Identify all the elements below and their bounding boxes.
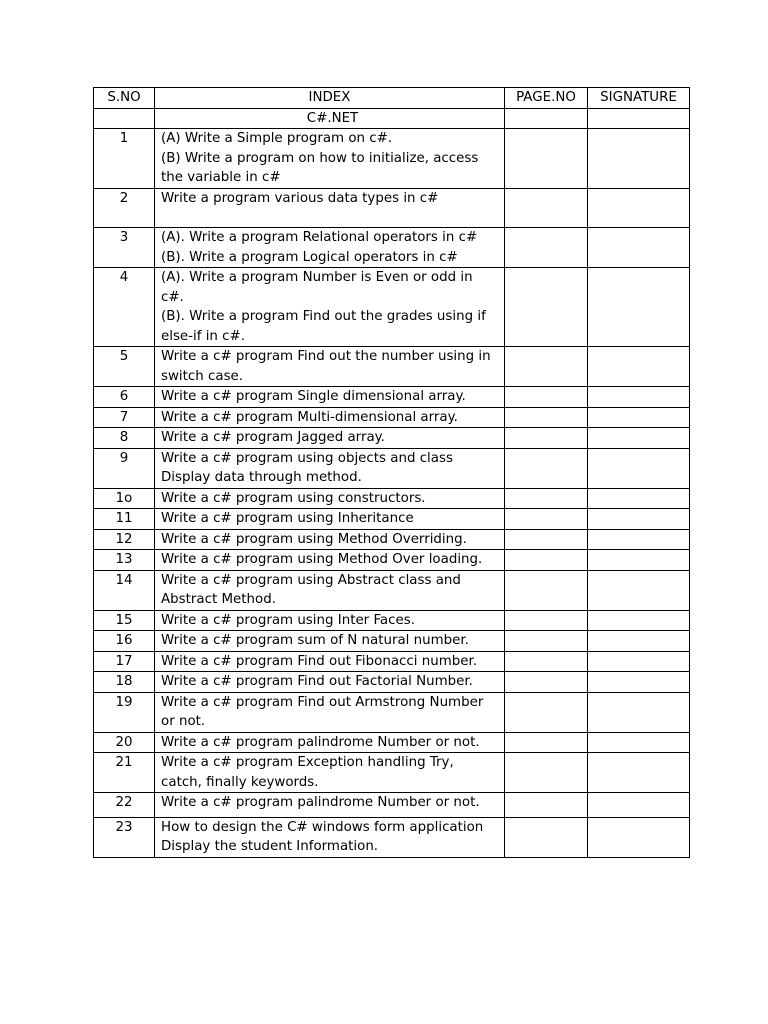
row-sno: 17 [94,651,155,672]
row-sno: 21 [94,753,155,793]
page-no-cell [505,550,588,571]
row-index-text [155,817,505,857]
page-no-cell [505,407,588,428]
row-sno: 14 [94,570,155,610]
row-index-text [155,129,505,189]
signature-cell [588,188,690,228]
row-sno: 20 [94,732,155,753]
row-sno: 19 [94,692,155,732]
header-sno: S.NO [94,88,155,109]
index-line: Write a c# program using objects and class [161,450,453,466]
table-row [94,347,690,387]
page-no-cell [505,268,588,347]
table-row [94,550,690,571]
index-line: Write a c# program Jagged array. [161,430,385,445]
index-line: Write a c# program sum of N natural number. [161,633,469,648]
page-no-cell [505,509,588,530]
row-index-text [155,488,505,509]
signature-cell [588,347,690,387]
signature-cell [588,570,690,610]
section-signature-cell [588,108,690,129]
row-index-text [155,672,505,693]
index-line: Write a c# program using Abstract class and [161,572,461,588]
row-sno: 18 [94,672,155,693]
row-sno: 7 [94,407,155,428]
index-line: Write a c# program using Inter Faces. [161,612,415,628]
signature-cell [588,692,690,732]
row-sno: 11 [94,509,155,530]
page-no-cell [505,610,588,631]
table-row [94,509,690,530]
index-line: Write a c# program palindrome Number or not. [161,795,480,810]
page-no-cell [505,129,588,189]
page-no-cell [505,817,588,857]
section-title: C#.NET [155,108,505,129]
page-no-cell [505,188,588,228]
signature-cell [588,753,690,793]
table-row [94,753,690,793]
row-index-text [155,753,505,793]
index-table [93,87,690,858]
page-no-cell [505,692,588,732]
row-index-text [155,228,505,268]
page-no-cell [505,428,588,449]
row-sno: 5 [94,347,155,387]
table-row [94,407,690,428]
row-sno: 1o [94,488,155,509]
index-line: How to design the C# windows form application [161,819,484,835]
row-sno: 1 [94,129,155,189]
row-sno: 16 [94,631,155,652]
table-row [94,732,690,753]
row-sno: 8 [94,428,155,449]
index-line: (B) Write a program on how to initialize, access [161,150,479,166]
page-no-cell [505,570,588,610]
row-sno: 9 [94,448,155,488]
row-index-text [155,407,505,428]
table-row [94,793,690,818]
index-line: Write a c# program using Method Over loading. [161,552,483,567]
signature-cell [588,672,690,693]
index-line: (B). Write a program Find out the grades using if [161,309,486,324]
header-row [94,88,690,109]
row-index-text [155,651,505,672]
page-no-cell [505,732,588,753]
index-line: or not. [161,714,206,729]
signature-cell [588,529,690,550]
table-row [94,817,690,857]
signature-cell [588,793,690,818]
signature-cell [588,631,690,652]
table-row [94,188,690,228]
index-line: Display data through method. [161,470,362,485]
index-line: Display the student Information. [161,839,379,854]
section-page-cell [505,108,588,129]
table-row [94,428,690,449]
row-index-text [155,570,505,610]
row-sno: 22 [94,793,155,818]
table-row [94,692,690,732]
page-no-cell [505,529,588,550]
index-line: Write a program various data types in c# [161,190,439,206]
section-row [94,108,690,129]
table-row [94,129,690,189]
index-line: Write a c# program palindrome Number or not. [161,734,480,750]
signature-cell [588,407,690,428]
header-signature: SIGNATURE [588,88,690,109]
page-no-cell [505,631,588,652]
signature-cell [588,651,690,672]
signature-cell [588,509,690,530]
table-row [94,448,690,488]
index-line: switch case. [161,368,244,384]
row-sno: 4 [94,268,155,347]
signature-cell [588,488,690,509]
row-sno: 3 [94,228,155,268]
signature-cell [588,228,690,268]
row-index-text [155,509,505,530]
row-index-text [155,692,505,732]
signature-cell [588,817,690,857]
index-line: (A). Write a program Number is Even or odd in [161,270,473,285]
row-sno: 2 [94,188,155,228]
row-sno: 12 [94,529,155,550]
signature-cell [588,448,690,488]
page-no-cell [505,793,588,818]
index-line: Write a c# program Exception handling Try, [161,755,454,770]
row-index-text [155,529,505,550]
index-line: (B). Write a program Logical operators in c# [161,249,458,265]
row-sno: 23 [94,817,155,857]
signature-cell [588,732,690,753]
table-row [94,228,690,268]
table-row [94,631,690,652]
index-line: else-if in c#. [161,328,245,344]
index-line: Write a c# program Multi-dimensional array. [161,409,458,425]
index-line: the variable in c# [161,170,281,185]
row-sno: 15 [94,610,155,631]
page-no-cell [505,672,588,693]
signature-cell [588,550,690,571]
index-line: Write a c# program Find out Factorial Number. [161,674,473,689]
page-no-cell [505,387,588,408]
table-row [94,488,690,509]
row-index-text [155,347,505,387]
table-row [94,651,690,672]
table-row [94,672,690,693]
index-line: Write a c# program using Method Overriding. [161,531,467,547]
index-line: Write a c# program Find out Armstrong Number [161,694,484,710]
page-no-cell [505,651,588,672]
index-line: Write a c# program Single dimensional array. [161,389,466,404]
index-line: c#. [161,289,184,305]
row-index-text [155,428,505,449]
page-no-cell [505,448,588,488]
index-line: Abstract Method. [161,592,276,607]
header-index: INDEX [155,88,505,109]
index-line: Write a c# program using Inheritance [161,511,414,526]
index-line: Write a c# program using constructors. [161,490,426,506]
signature-cell [588,610,690,631]
page-no-cell [505,228,588,268]
index-line: Write a c# program Find out the number using in [161,349,491,364]
row-sno: 13 [94,550,155,571]
row-index-text [155,793,505,818]
signature-cell [588,428,690,449]
page-no-cell [505,488,588,509]
table-row [94,529,690,550]
signature-cell [588,387,690,408]
table-row [94,387,690,408]
index-line: Write a c# program Find out Fibonacci number. [161,653,478,669]
table-row [94,268,690,347]
page-no-cell [505,347,588,387]
table-row [94,570,690,610]
index-line: (A). Write a program Relational operators in c# [161,230,478,245]
signature-cell [588,268,690,347]
row-index-text [155,188,505,228]
row-index-text [155,550,505,571]
signature-cell [588,129,690,189]
row-sno: 6 [94,387,155,408]
row-index-text [155,387,505,408]
row-index-text [155,631,505,652]
section-sno-cell [94,108,155,129]
index-line: (A) Write a Simple program on c#. [161,131,393,146]
index-line: catch, finally keywords. [161,774,319,790]
row-index-text [155,732,505,753]
row-index-text [155,448,505,488]
page-no-cell [505,753,588,793]
row-index-text [155,610,505,631]
table-row [94,610,690,631]
header-page-no: PAGE.NO [505,88,588,109]
row-index-text [155,268,505,347]
